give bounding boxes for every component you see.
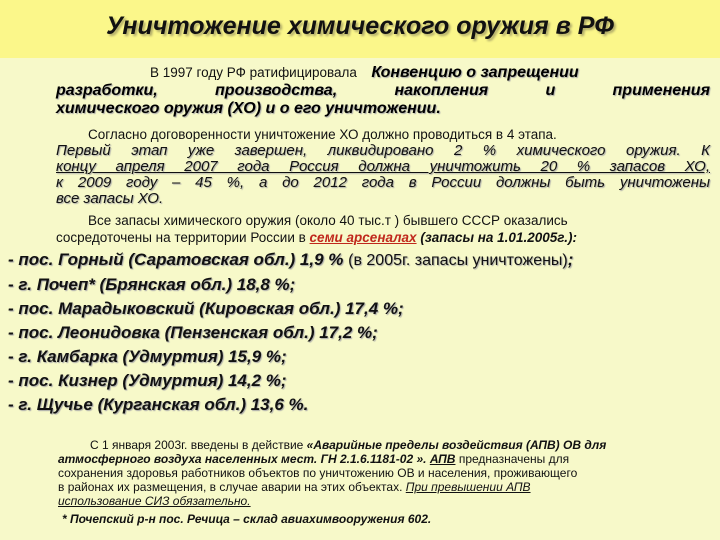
p2-line3: концу апреля 2007 года Россия должна уничтожить 20 % запасов ХО,: [56, 158, 710, 175]
footer-apv: АПВ: [429, 452, 456, 466]
arsenal-name: Марадыковский: [58, 299, 195, 318]
arsenal-name: Леонидовка: [58, 323, 160, 342]
slide-title: Уничтожение химического оружия в РФ: [106, 12, 614, 40]
p3-line2-a: сосредоточены на территории России в: [56, 230, 306, 245]
footer-line1-a: С 1 января 2003г. введены в действие: [90, 438, 304, 452]
p3-line2-b: (запасы на 1.01.2005г.):: [420, 230, 578, 245]
p2-line2: Первый этап уже завершен, ликвидировано 2 % химического оружия. К: [56, 142, 710, 159]
p3-arsenals-count: семи арсеналах: [309, 230, 417, 245]
footer-line4-a: в районах их размещения, в случае аварии на этих объектах.: [58, 480, 403, 494]
arsenal-note: (в 2005г. запасы уничтожены): [348, 252, 568, 269]
list-item: - пос. Марадыковский (Кировская обл.) 17,4 %;: [8, 299, 404, 318]
list-item: - пос. Кизнер (Удмуртия) 14,2 %;: [8, 371, 287, 390]
footer-line5: использование СИЗ обязательно.: [58, 494, 251, 508]
p2-line5: все запасы ХО.: [56, 190, 164, 207]
footnote: * Почепский р-н пос. Речица – склад авиахимвооружения 602.: [62, 512, 432, 526]
footer-regulation: [58, 438, 712, 526]
list-item: - пос. Горный (Саратовская обл.) 1,9 % (в 2005г. запасы уничтожены);: [8, 250, 574, 269]
arsenal-name: Камбарка: [36, 347, 118, 366]
paragraph-stockpiles: [56, 212, 710, 246]
list-item: - пос. Леонидовка (Пензенская обл.) 17,2 %;: [8, 323, 378, 342]
p1-lead: В 1997 году РФ ратифицировала: [150, 65, 357, 80]
footer-line2-b: предназначены для: [458, 452, 570, 466]
p2-line4: к 2009 году – 45 %, а до 2012 года в России должны быть уничтожены: [56, 174, 710, 191]
paragraph-stages: [56, 126, 710, 207]
list-item: - г. Камбарка (Удмуртия) 15,9 %;: [8, 347, 287, 366]
arsenal-name: Горный: [58, 250, 124, 269]
p3-line1: Все запасы химического оружия (около 40 тыс.т ) бывшего СССР оказались: [88, 213, 568, 228]
arsenal-name: Щучье: [36, 395, 93, 414]
p1-line3: химического оружия (ХО) и о его уничтожении.: [56, 100, 441, 117]
list-item: - г. Щучье (Курганская обл.) 13,6 %.: [8, 395, 309, 414]
p1-line2: разработки, производства, накопления и применения: [56, 82, 710, 99]
paragraph-convention: [56, 64, 710, 118]
footer-line3: сохранения здоровья работников объектов по уничтожению ОВ и населения, проживающего: [58, 466, 578, 480]
p1-emphasis: Конвенцию о запрещении: [371, 64, 579, 81]
arsenal-list: [8, 248, 708, 417]
arsenal-name: Почеп*: [36, 275, 95, 294]
list-item: - г. Почеп* (Брянская обл.) 18,8 %;: [8, 275, 296, 294]
p2-lead: Согласно договоренности уничтожение ХО должно проводиться в 4 этапа.: [88, 127, 557, 142]
footer-line2-a: атмосферного воздуха населенных мест. ГН 2.1.6.1181-02 ».: [58, 452, 427, 466]
arsenal-name: Кизнер: [58, 371, 118, 390]
footer-line4-b: При превышении АПВ: [405, 480, 531, 494]
footer-line1-b: «Аварийные пределы воздействия (АПВ) ОВ для: [306, 438, 607, 452]
